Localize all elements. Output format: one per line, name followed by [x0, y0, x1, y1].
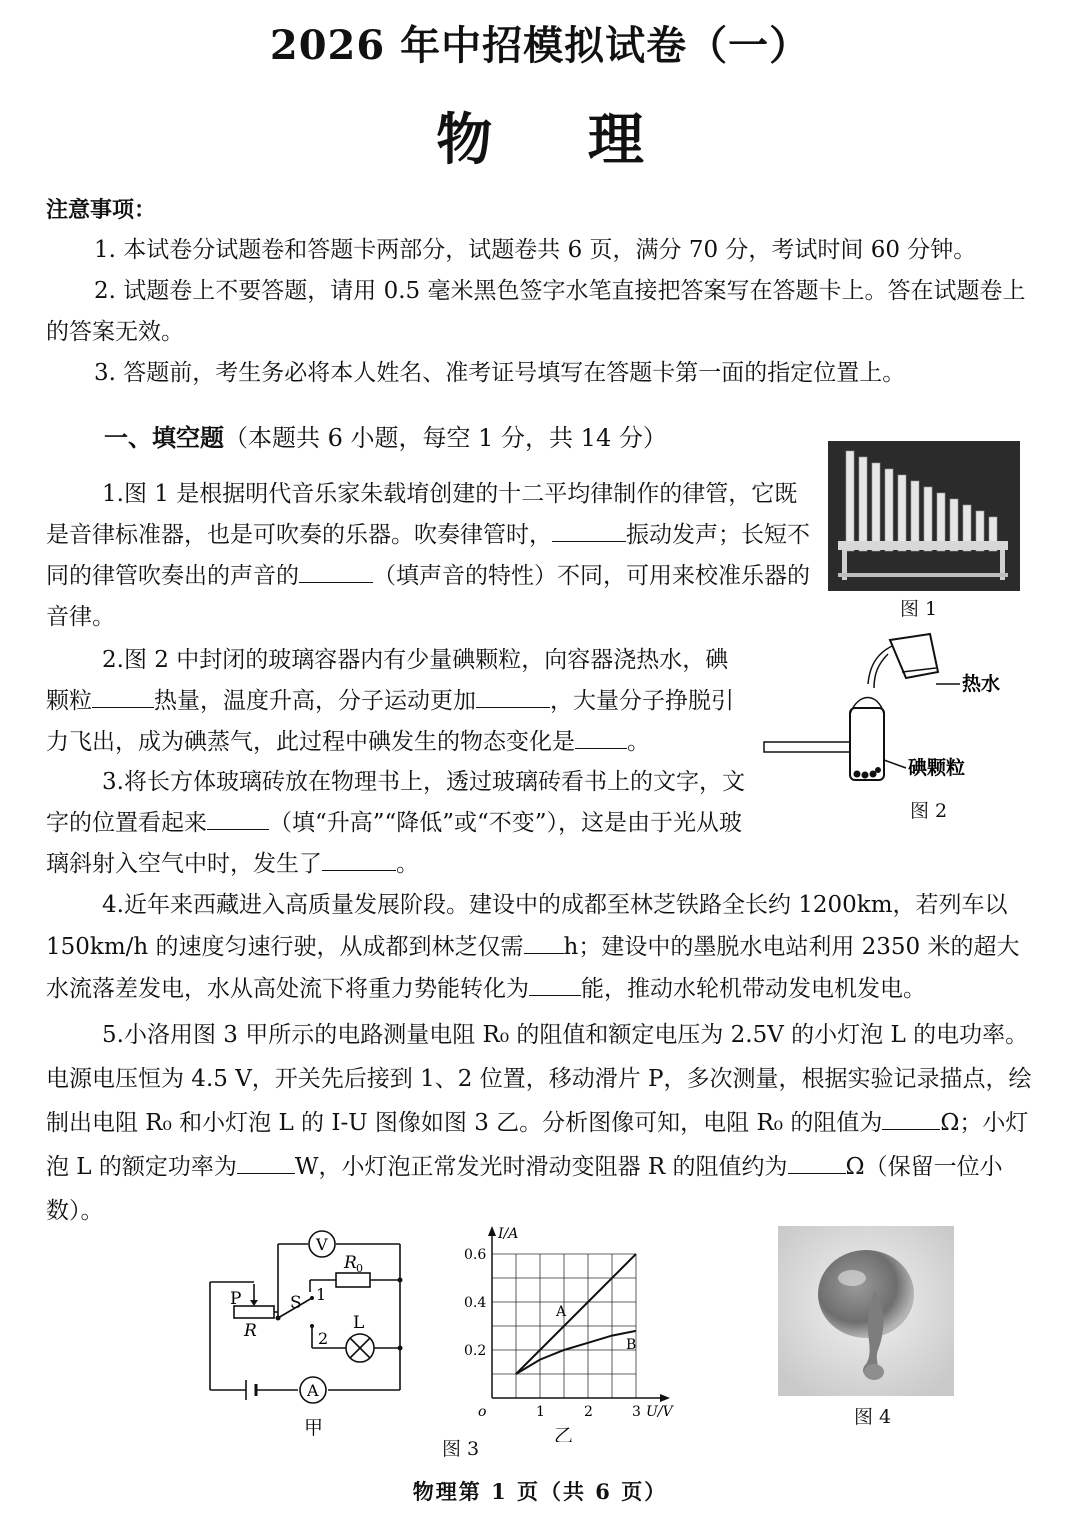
- switch-s-label: S: [290, 1293, 302, 1313]
- q4-text-b: h；建设中的墨脱水电站利用 2350 米的超大水流落差发电，水从高处流下将重力势能转化为: [46, 934, 1020, 1002]
- y-axis-label: I/A: [498, 1226, 519, 1242]
- hot-water-label: 热水: [962, 673, 1001, 695]
- answer-blank: [552, 519, 626, 542]
- voltmeter-label: V: [316, 1235, 328, 1254]
- pipe-image: [872, 463, 880, 551]
- answer-blank: [575, 726, 627, 749]
- q1-text-c: （填声音的特性）不同，可用来校准乐器的音律。: [46, 563, 810, 630]
- series-label: A: [556, 1304, 567, 1320]
- subject-title: 物 理: [436, 107, 682, 173]
- q3-text-a: 3.将长方体玻璃砖放在物理书上，透过玻璃砖看书上的文字，文字的位置看起来: [46, 769, 745, 836]
- figure-3b-sublabel: 乙: [554, 1425, 574, 1442]
- q3-text-b: （填“升高”“降低”或“不变”），这是由于光从玻璃斜射入空气中时，发生了: [46, 810, 743, 877]
- r0-subscript: 0: [356, 1262, 363, 1275]
- q1-text-b: 振动发声；长短不同的律管吹奏出的声音的: [46, 522, 810, 589]
- answer-blank: [529, 973, 581, 996]
- x-axis-label: U/V: [646, 1404, 673, 1420]
- iodine-label: 碘颗粒: [908, 757, 966, 779]
- figure-2-iodine-diagram: [760, 632, 1040, 792]
- q5-text-a: 5.小洛用图 3 甲所示的电路测量电阻 R₀ 的阻值和额定电压为 2.5V 的小灯泡 L 的电功率。电源电压恒为 4.5 V，开关先后接到 1、2 位置，移动滑片 P，多次测量，根据实验记录描点，绘制出电阻 R₀ 和小灯泡 L 的 I-U 图像如图 3 乙。分析图像可知，电阻 R₀ 的阻值为: [46, 1022, 1032, 1136]
- notice-heading: 注意事项：: [46, 197, 157, 223]
- switch-pos-2: 2: [318, 1329, 329, 1348]
- answer-blank: [92, 685, 154, 708]
- answer-blank: [207, 807, 269, 830]
- answer-blank: [524, 931, 564, 954]
- ammeter-label: A: [307, 1381, 319, 1400]
- x-axis-arrow: [660, 1394, 670, 1402]
- figure-4-photo: [778, 1226, 954, 1396]
- answer-blank: [788, 1151, 846, 1174]
- iu-chart-svg: [462, 1222, 682, 1442]
- pipe-image: [911, 481, 919, 551]
- r0-label: R: [344, 1253, 357, 1273]
- answer-blank: [322, 848, 396, 871]
- lamp-l-label: L: [353, 1313, 365, 1333]
- figure-1-caption: 图 1: [900, 598, 938, 620]
- pipe-image: [885, 469, 893, 551]
- y-tick-label: 0.4: [464, 1295, 487, 1311]
- y-axis-arrow: [488, 1226, 496, 1236]
- figure-2-caption: 图 2: [910, 800, 948, 822]
- notice-item-2: 2. 试题卷上不要答题，请用 0.5 毫米黑色签字水笔直接把答案写在答题卡上。答在试题卷上的答案无效。: [46, 278, 1026, 345]
- pipe-image: [859, 457, 867, 551]
- q2-text-a: 2.图 2 中封闭的玻璃容器内有少量碘颗粒，向容器浇热水，碘颗粒: [46, 647, 729, 714]
- figure-3-caption: 图 3: [442, 1438, 480, 1460]
- figure-4-caption: 图 4: [854, 1406, 892, 1428]
- section-info: （本题共 6 小题，每空 1 分，共 14 分）: [224, 424, 667, 452]
- exam-title: 2026 年中招模拟试卷（一）: [269, 22, 811, 69]
- series-line-A: [516, 1254, 636, 1374]
- slider-p-label: P: [230, 1289, 242, 1309]
- page-footer: 物理第 1 页（共 6 页）: [412, 1479, 668, 1504]
- q5-text-c: W，小灯泡正常发光时滑动变阻器 R 的阻值约为: [294, 1154, 788, 1180]
- rheostat-r-label: R: [244, 1321, 257, 1341]
- q4-text-c: 能，推动水轮机带动发电机发电。: [581, 976, 926, 1002]
- notice-item-3: 3. 答题前，考生务必将本人姓名、准考证号填写在答题卡第一面的指定位置上。: [94, 360, 906, 386]
- question-1: [46, 474, 810, 638]
- answer-blank: [476, 685, 550, 708]
- series-line-B: [516, 1331, 636, 1374]
- q3-text-c: 。: [396, 851, 419, 877]
- q5-text-d: Ω（保留一位小数）。: [46, 1154, 1003, 1224]
- y-tick-label: 0.6: [464, 1247, 487, 1263]
- question-4: [46, 884, 1036, 1010]
- figure-3a-circuit: [200, 1222, 420, 1447]
- pipe-image: [898, 475, 906, 551]
- x-tick-label: 3: [632, 1404, 641, 1420]
- q1-text-a: 1.图 1 是根据明代音乐家朱载堉创建的十二平均律制作的律管，它既是音律标准器，也是可吹奏的乐器。吹奏律管时，: [46, 481, 798, 548]
- y-tick-label: 0.2: [464, 1343, 487, 1359]
- answer-blank: [299, 560, 373, 583]
- switch-pos-1: 1: [316, 1285, 327, 1304]
- answer-blank: [237, 1151, 295, 1174]
- section-title: 一、填空题: [104, 423, 224, 452]
- q2-text-d: 。: [627, 729, 650, 755]
- question-5: [46, 1013, 1036, 1233]
- answer-blank: [882, 1107, 940, 1130]
- figure-3a-sublabel: 甲: [304, 1417, 324, 1439]
- x-tick-label: 2: [584, 1404, 593, 1420]
- question-2: [46, 640, 750, 763]
- pipe-image: [846, 451, 854, 551]
- q2-text-c: ，大量分子挣脱引力飞出，成为碘蒸气，此过程中碘发生的物态变化是: [46, 688, 734, 755]
- notice-block: [46, 190, 1036, 394]
- x-tick-label: 1: [536, 1404, 545, 1420]
- figure-1-pipes-photo: [828, 441, 1020, 591]
- notice-item-1: 1. 本试卷分试题卷和答题卡两部分，试题卷共 6 页，满分 70 分，考试时间 60 分钟。: [94, 237, 977, 263]
- origin-label: o: [478, 1404, 487, 1420]
- q2-text-b: 热量，温度升高，分子运动更加: [154, 688, 476, 714]
- q5-text-b: Ω；小灯泡 L 的额定功率为: [46, 1110, 1029, 1180]
- section-heading: [104, 418, 667, 458]
- series-label: B: [626, 1336, 637, 1353]
- q4-text-a: 4.近年来西藏进入高质量发展阶段。建设中的成都至林芝铁路全长约 1200km，若列车以 150km/h 的速度匀速行驶，从成都到林芝仅需: [46, 892, 1008, 960]
- figure-3b-iu-chart: [462, 1222, 682, 1442]
- question-3: [46, 762, 746, 885]
